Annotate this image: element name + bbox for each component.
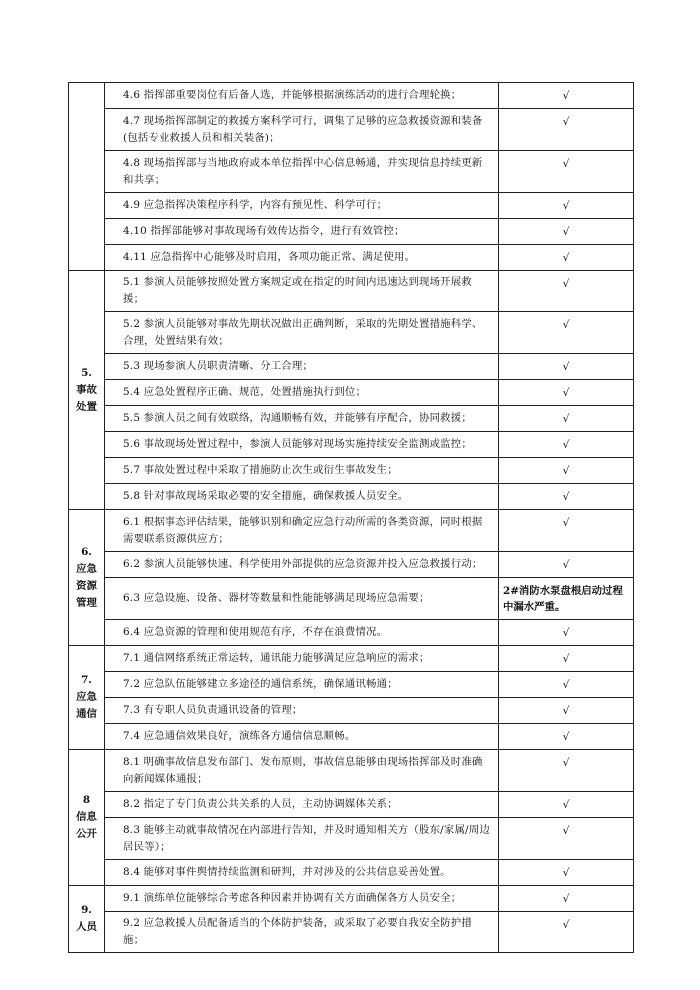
category-cell-5 xyxy=(69,271,105,510)
result-check: √ xyxy=(499,792,634,818)
item-text: 8.3 能够主动就事故情况在内部进行告知，并及时通知相关方（股东/家属/周边居民等）； xyxy=(105,818,499,860)
item-text: 7.1 通信网络系统正常运转，通讯能力能够满足应急响应的需求； xyxy=(105,646,499,672)
category-label-line: 6. xyxy=(81,545,92,558)
table-row xyxy=(69,672,634,698)
category-label-line: 7. xyxy=(81,674,92,686)
table-row xyxy=(69,510,634,552)
item-text: 4.11 应急指挥中心能够及时启用，各项功能正常、满足使用。 xyxy=(105,245,499,271)
evaluation-table-body xyxy=(69,83,634,953)
table-row xyxy=(69,109,634,151)
table-row xyxy=(69,912,634,953)
result-check: √ xyxy=(499,672,634,698)
item-text: 5.4 应急处置程序正确、规范，处置措施执行到位； xyxy=(105,380,499,406)
category-label-line: 事故 xyxy=(76,383,97,396)
result-check: √ xyxy=(499,312,634,354)
table-row xyxy=(69,219,634,245)
result-check: √ xyxy=(499,484,634,510)
result-check: √ xyxy=(499,912,634,953)
table-row xyxy=(69,484,634,510)
item-text: 7.2 应急队伍能够建立多途径的通信系统，确保通讯畅通； xyxy=(105,672,499,698)
item-text: 7.3 有专职人员负责通讯设备的管理； xyxy=(105,698,499,724)
category-label-line: 管理 xyxy=(76,596,97,609)
table-row xyxy=(69,552,634,578)
item-text: 6.1 根据事态评估结果，能够识别和确定应急行动所需的各类资源，同时根据需要联系资源供应方； xyxy=(105,510,499,552)
table-row xyxy=(69,886,634,912)
item-text: 4.10 指挥部能够对事故现场有效传达指令，进行有效管控； xyxy=(105,219,499,245)
result-check: √ xyxy=(499,750,634,792)
item-text: 6.3 应急设施、设备、器材等数量和性能能够满足现场应急需要； xyxy=(105,578,499,620)
category-cell-4 xyxy=(69,83,105,271)
result-note: 2#消防水泵盘根启动过程中漏水严重。 xyxy=(499,578,634,620)
table-row xyxy=(69,818,634,860)
result-check: √ xyxy=(499,354,634,380)
item-text: 5.7 事故处置过程中采取了措施防止次生或衍生事故发生； xyxy=(105,458,499,484)
table-row xyxy=(69,193,634,219)
category-label-line: 9. xyxy=(81,904,92,916)
item-text: 9.1 演练单位能够综合考虑各种因素并协调有关方面确保各方人员安全； xyxy=(105,886,499,912)
item-text: 5.8 针对事故现场采取必要的安全措施，确保救援人员安全。 xyxy=(105,484,499,510)
result-check: √ xyxy=(499,432,634,458)
result-check: √ xyxy=(499,271,634,312)
result-check: √ xyxy=(499,458,634,484)
result-check: √ xyxy=(499,406,634,432)
result-check: √ xyxy=(499,109,634,151)
result-check: √ xyxy=(499,620,634,646)
result-check: √ xyxy=(499,380,634,406)
category-label-line: 8 xyxy=(82,794,91,806)
table-row xyxy=(69,354,634,380)
result-check: √ xyxy=(499,83,634,109)
item-text: 5.5 参演人员之间有效联络，沟通顺畅有效，并能够有序配合，协同救援； xyxy=(105,406,499,432)
table-row xyxy=(69,646,634,672)
category-label-line: 资源 xyxy=(76,579,97,592)
item-text: 5.3 现场参演人员职责清晰、分工合理； xyxy=(105,354,499,380)
result-check: √ xyxy=(499,860,634,886)
category-cell-9 xyxy=(69,886,105,953)
result-check: √ xyxy=(499,818,634,860)
table-row xyxy=(69,620,634,646)
table-row xyxy=(69,151,634,193)
table-row xyxy=(69,245,634,271)
item-text: 9.2 应急救援人员配备适当的个体防护装备，或采取了必要自我安全防护措施； xyxy=(105,912,499,953)
result-check: √ xyxy=(499,219,634,245)
category-label-line: 应急 xyxy=(76,562,97,575)
result-check: √ xyxy=(499,193,634,219)
table-row xyxy=(69,724,634,750)
result-check: √ xyxy=(499,245,634,271)
table-row xyxy=(69,83,634,109)
table-row xyxy=(69,698,634,724)
item-text: 4.9 应急指挥决策程序科学，内容有预见性、科学可行； xyxy=(105,193,499,219)
category-label-line: 处置 xyxy=(76,400,97,413)
table-row xyxy=(69,750,634,792)
item-text: 5.2 参演人员能够对事故先期状况做出正确判断，采取的先期处置措施科学、合理，处置结果有效； xyxy=(105,312,499,354)
category-label-line: 应急 xyxy=(76,691,97,703)
item-text: 5.6 事故现场处置过程中，参演人员能够对现场实施持续安全监测或监控； xyxy=(105,432,499,458)
category-label-line: 人员 xyxy=(76,921,97,933)
table-row xyxy=(69,432,634,458)
category-label-line: 信息 xyxy=(76,811,97,823)
item-text: 8.1 明确事故信息发布部门、发布原则，事故信息能够由现场指挥部及时准确向新闻媒体通报； xyxy=(105,750,499,792)
evaluation-table xyxy=(68,82,634,953)
table-row xyxy=(69,578,634,620)
table-row xyxy=(69,312,634,354)
result-check: √ xyxy=(499,724,634,750)
item-text: 7.4 应急通信效果良好，演练各方通信信息顺畅。 xyxy=(105,724,499,750)
category-cell-7 xyxy=(69,646,105,750)
table-row xyxy=(69,792,634,818)
category-cell-8 xyxy=(69,750,105,886)
item-text: 8.2 指定了专门负责公共关系的人员，主动协调媒体关系； xyxy=(105,792,499,818)
result-check: √ xyxy=(499,698,634,724)
item-text: 4.8 现场指挥部与当地政府或本单位指挥中心信息畅通，并实现信息持续更新和共享； xyxy=(105,151,499,193)
table-row xyxy=(69,458,634,484)
item-text: 6.4 应急资源的管理和使用规范有序，不存在浪费情况。 xyxy=(105,620,499,646)
table-row xyxy=(69,860,634,886)
item-text: 4.7 现场指挥部制定的救援方案科学可行，调集了足够的应急救援资源和装备(包括专业救援人员和相关装备)； xyxy=(105,109,499,151)
item-text: 5.1 参演人员能够按照处置方案规定或在指定的时间内迅速达到现场开展救援； xyxy=(105,271,499,312)
category-label-line: 通信 xyxy=(76,708,97,720)
item-text: 4.6 指挥部重要岗位有后备人选，并能够根据演练活动的进行合理轮换； xyxy=(105,83,499,109)
category-cell-6 xyxy=(69,510,105,646)
result-check: √ xyxy=(499,886,634,912)
item-text: 6.2 参演人员能够快速、科学使用外部提供的应急资源并投入应急救援行动； xyxy=(105,552,499,578)
category-label-line: 5. xyxy=(81,366,92,379)
result-check: √ xyxy=(499,510,634,552)
table-row xyxy=(69,380,634,406)
result-check: √ xyxy=(499,646,634,672)
item-text: 8.4 能够对事件舆情持续监测和研判，并对涉及的公共信息妥善处置。 xyxy=(105,860,499,886)
table-row xyxy=(69,406,634,432)
category-label-line: 公开 xyxy=(76,828,97,840)
table-row xyxy=(69,271,634,312)
result-check: √ xyxy=(499,151,634,193)
result-check: √ xyxy=(499,552,634,578)
